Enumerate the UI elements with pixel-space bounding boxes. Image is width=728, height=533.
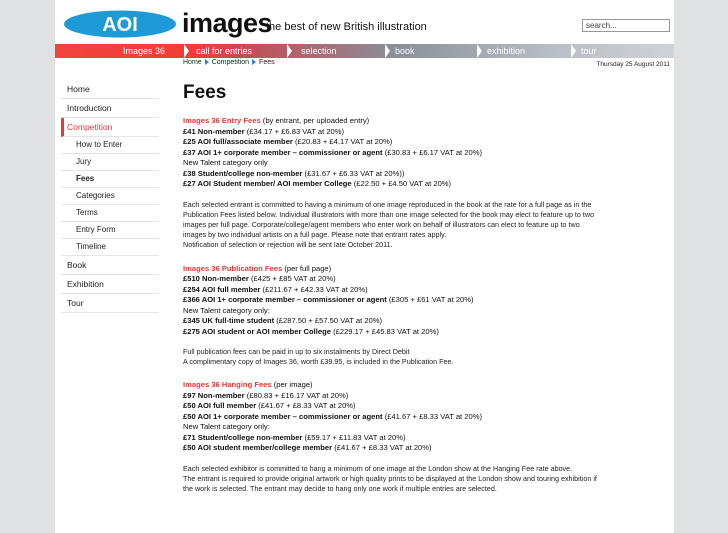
- nav-separator: [477, 44, 482, 58]
- sidebar-item-entry-form[interactable]: Entry Form: [61, 222, 159, 239]
- arrow-right-icon: [252, 59, 256, 65]
- fee-breakdown: (£41.67 + £8.33 VAT at 20%): [334, 443, 432, 453]
- fee-breakdown: (£425 + £85 VAT at 20%): [250, 274, 336, 284]
- fee-amount: £71 Student/college non-member: [183, 432, 303, 442]
- fee-amount: £366 AOI 1+ corporate member – commissioner or agent: [183, 295, 387, 305]
- search-input[interactable]: [582, 19, 670, 32]
- publication-fees-complimentary: A complimentary copy of Images 36, worth £39.95, is included in the Publication Fee.: [183, 357, 454, 367]
- sidebar-item-timeline[interactable]: Timeline: [61, 239, 159, 256]
- nav-separator: [287, 44, 292, 58]
- sidebar-item-exhibition[interactable]: Exhibition: [61, 275, 159, 294]
- fee-breakdown: (£211.67 + £42.33 VAT at 20%): [262, 284, 368, 294]
- hanging-fees-section: [183, 380, 603, 454]
- fee-amount: £41 Non-member: [183, 126, 245, 136]
- fee-amount: £510 Non-member: [183, 274, 249, 284]
- hanging-fees-artwork: The entrant is required to provide original artwork or high quality prints to be displayed at the London show and touring exhibition if the work is selected. The entrant may decide to hang only one work if multiple entries are selected.: [183, 474, 597, 494]
- category-note: New Talent category only:: [183, 305, 270, 315]
- hanging-fees-title: Images 36 Hanging Fees: [183, 380, 272, 390]
- main-content: [183, 81, 603, 495]
- fee-amount: £50 AOI full member: [183, 401, 257, 411]
- entry-fees-title: Images 36 Entry Fees: [183, 116, 261, 125]
- fee-amount: £345 UK full-time student: [183, 316, 275, 326]
- hanging-fees-commitment: Each selected exhibitor is committed to hang a minimum of one image at the London show at the Hanging Fee rate above.: [183, 463, 573, 473]
- sidebar-item-competition[interactable]: Competition: [61, 118, 159, 137]
- sidebar-item-how-to-enter[interactable]: How to Enter: [61, 137, 159, 154]
- sidebar-item-introduction[interactable]: Introduction: [61, 99, 159, 118]
- fee-amount: £50 AOI student member/college member: [183, 443, 333, 453]
- fee-breakdown: (£34.17 + £6.83 VAT at 20%): [246, 126, 345, 136]
- fee-breakdown: (£22.50 + £4.50 VAT at 20%): [353, 179, 452, 188]
- nav-selection[interactable]: selection: [301, 46, 337, 56]
- aoi-logo[interactable]: [63, 10, 177, 38]
- fee-amount: £38 Student/college non-member: [183, 168, 303, 178]
- fee-breakdown: (£80.83 + £16.17 VAT at 20%): [246, 390, 349, 400]
- sidebar-item-terms[interactable]: Terms: [61, 205, 159, 222]
- entry-fees-note: (by entrant, per uploaded entry): [262, 116, 370, 125]
- fee-breakdown: (£30.83 + £6.17 VAT at 20%): [384, 147, 482, 157]
- fee-amount: £25 AOI full/associate member: [183, 137, 293, 146]
- publication-fees-title: Images 36 Publication Fees: [183, 263, 283, 273]
- fee-amount: £50 AOI 1+ corporate member – commissioner or agent: [183, 411, 383, 421]
- tagline: the best of new British illustration: [266, 21, 427, 33]
- nav-images-36[interactable]: Images 36: [123, 46, 166, 56]
- sidebar-item-jury[interactable]: Jury: [61, 154, 159, 171]
- fee-breakdown: (£59.17 + £11.83 VAT at 20%): [304, 432, 406, 442]
- entry-fees-paragraph: Each selected entrant is committed to having a minimum of one image reproduced in the book at the rate for a full page as in the Publication Fees listed below. Individual illustrators with more than one image selected for the book may elect to feature up to two images per full page. Corporate/college/agent members who enter work on behalf of illustrators can elect to feature up to two images by two individual artists on a full page. Please note that entrant rates apply.: [183, 199, 595, 240]
- nav-exhibition[interactable]: exhibition: [487, 46, 526, 56]
- category-note: New Talent category only: [183, 158, 268, 167]
- fee-amount: £97 Non-member: [183, 390, 245, 400]
- breadcrumb-home[interactable]: Home: [183, 59, 202, 66]
- nav-separator: [184, 44, 189, 58]
- fee-amount: £27 AOI Student member/ AOI member College: [183, 179, 352, 188]
- current-date: Thursday 25 August 2011: [596, 61, 670, 68]
- brand-name: images: [182, 8, 273, 38]
- nav-tour[interactable]: tour: [581, 46, 597, 56]
- sidebar-item-home[interactable]: Home: [61, 80, 159, 99]
- fee-breakdown: (£229.17 + £45.83 VAT at 20%): [333, 326, 439, 336]
- category-note: New Talent category only:: [183, 422, 270, 432]
- fee-breakdown: (£305 + £61 VAT at 20%): [388, 295, 474, 305]
- logo-text: AOI: [102, 14, 138, 36]
- breadcrumb-fees: Fees: [259, 59, 275, 66]
- sidebar-nav: [61, 80, 159, 313]
- fee-breakdown: (£20.83 + £4.17 VAT at 20%): [295, 137, 393, 146]
- breadcrumb: [183, 59, 275, 66]
- page-title: Fees: [183, 82, 227, 103]
- entry-fees-section: [183, 116, 603, 190]
- nav-separator: [385, 44, 390, 58]
- fee-breakdown: (£31.67 + £6.33 VAT at 20%)): [304, 168, 405, 178]
- publication-fees-instalments: Full publication fees can be paid in up to six instalments by Direct Debit: [183, 347, 410, 357]
- fee-breakdown: (£287.50 + £57.50 VAT at 20%): [276, 316, 383, 326]
- breadcrumb-competition[interactable]: Competition: [211, 59, 250, 66]
- sidebar-item-categories[interactable]: Categories: [61, 188, 159, 205]
- sidebar-item-book[interactable]: Book: [61, 256, 159, 275]
- fee-breakdown: (£41.67 + £8.33 VAT at 20%): [384, 411, 482, 421]
- sidebar-item-fees[interactable]: Fees: [61, 171, 159, 188]
- nav-separator: [571, 44, 576, 58]
- hanging-fees-note: (per image): [273, 380, 313, 390]
- fee-amount: £275 AOI student or AOI member College: [183, 326, 331, 336]
- fee-breakdown: (£41.67 + £8.33 VAT at 20%): [258, 401, 356, 411]
- entry-fees-notification: Notification of selection or rejection will be sent late October 2011.: [183, 240, 393, 250]
- fee-amount: £254 AOI full member: [183, 284, 261, 294]
- fee-amount: £37 AOI 1+ corporate member – commissioner or agent: [183, 147, 383, 157]
- nav-call-for-entries[interactable]: call for entries: [196, 46, 253, 56]
- main-nav: [55, 44, 674, 58]
- publication-fees-note: (per full page): [284, 263, 332, 273]
- sidebar-item-tour[interactable]: Tour: [61, 294, 159, 313]
- arrow-right-icon: [205, 59, 209, 65]
- publication-fees-section: [183, 264, 603, 338]
- nav-book[interactable]: book: [395, 46, 415, 56]
